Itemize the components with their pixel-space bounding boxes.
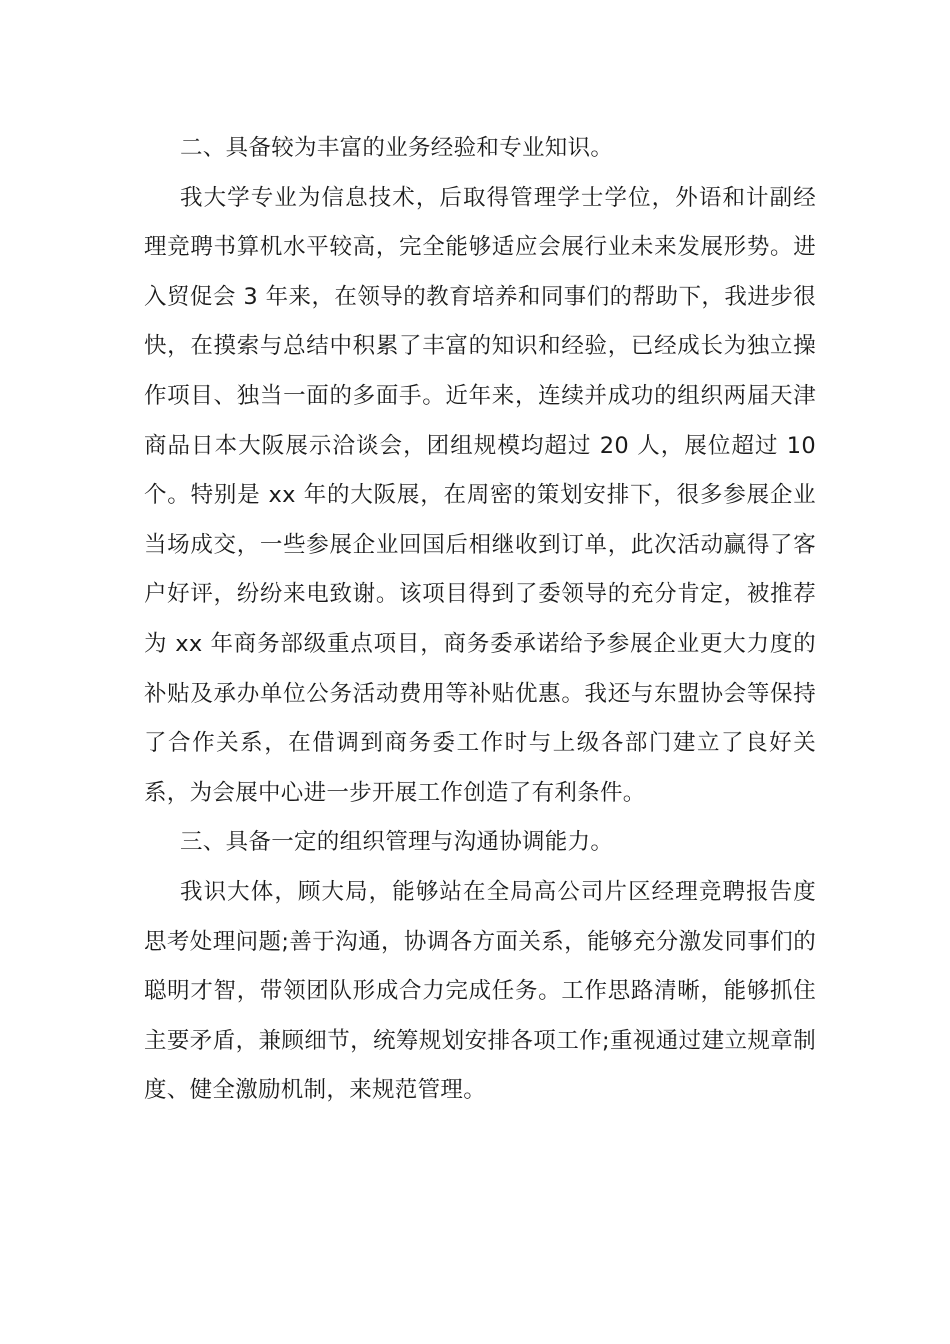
section-heading-management: 三、具备一定的组织管理与沟通协调能力。 xyxy=(180,829,614,856)
paragraph-experience-body: 我大学专业为信息技术，后取得管理学士学位，外语和计副经理竞聘书算机水平较高，完全能够适应会展行业未来发展形势。进入贸促会 3 年来，在领导的教育培养和同事们的帮助下，我进步很快，在摸索与总结中积累了丰富的知识和经验，已经成长为独立操作项目、独当一面的多面手。近年来，连续并成功的组织两届天津商品日本大阪展示洽谈会，团组规模均超过 20 人，展位超过 10 个。特别是 xx 年的大阪展，在周密的策划安排下，很多参展企业当场成交，一些参展企业回国后相继收到订单，此次活动赢得了客户好评，纷纷来电致谢。该项目得到了委领导的充分肯定，被推荐为 xx 年商务部级重点项目，商务委承诺给予参展企业更大力度的补贴及承办单位公务活动费用等补贴优惠。我还与东盟协会等保持了合作关系，在借调到商务委工作时与上级各部门建立了良好关系，为会展中心进一步开展工作创造了有利条件。 xyxy=(144,184,816,806)
paragraph-management-body: 我识大体，顾大局，能够站在全局高公司片区经理竞聘报告度思考处理问题;善于沟通，协调各方面关系，能够充分激发同事们的聪明才智，带领团队形成合力完成任务。工作思路清晰，能够抓住主要矛盾，兼顾细节，统筹规划安排各项工作;重视通过建立规章制度、健全激励机制，来规范管理。 xyxy=(144,878,816,1104)
document-page xyxy=(144,124,816,1116)
section-heading-experience: 二、具备较为丰富的业务经验和专业知识。 xyxy=(180,135,614,161)
